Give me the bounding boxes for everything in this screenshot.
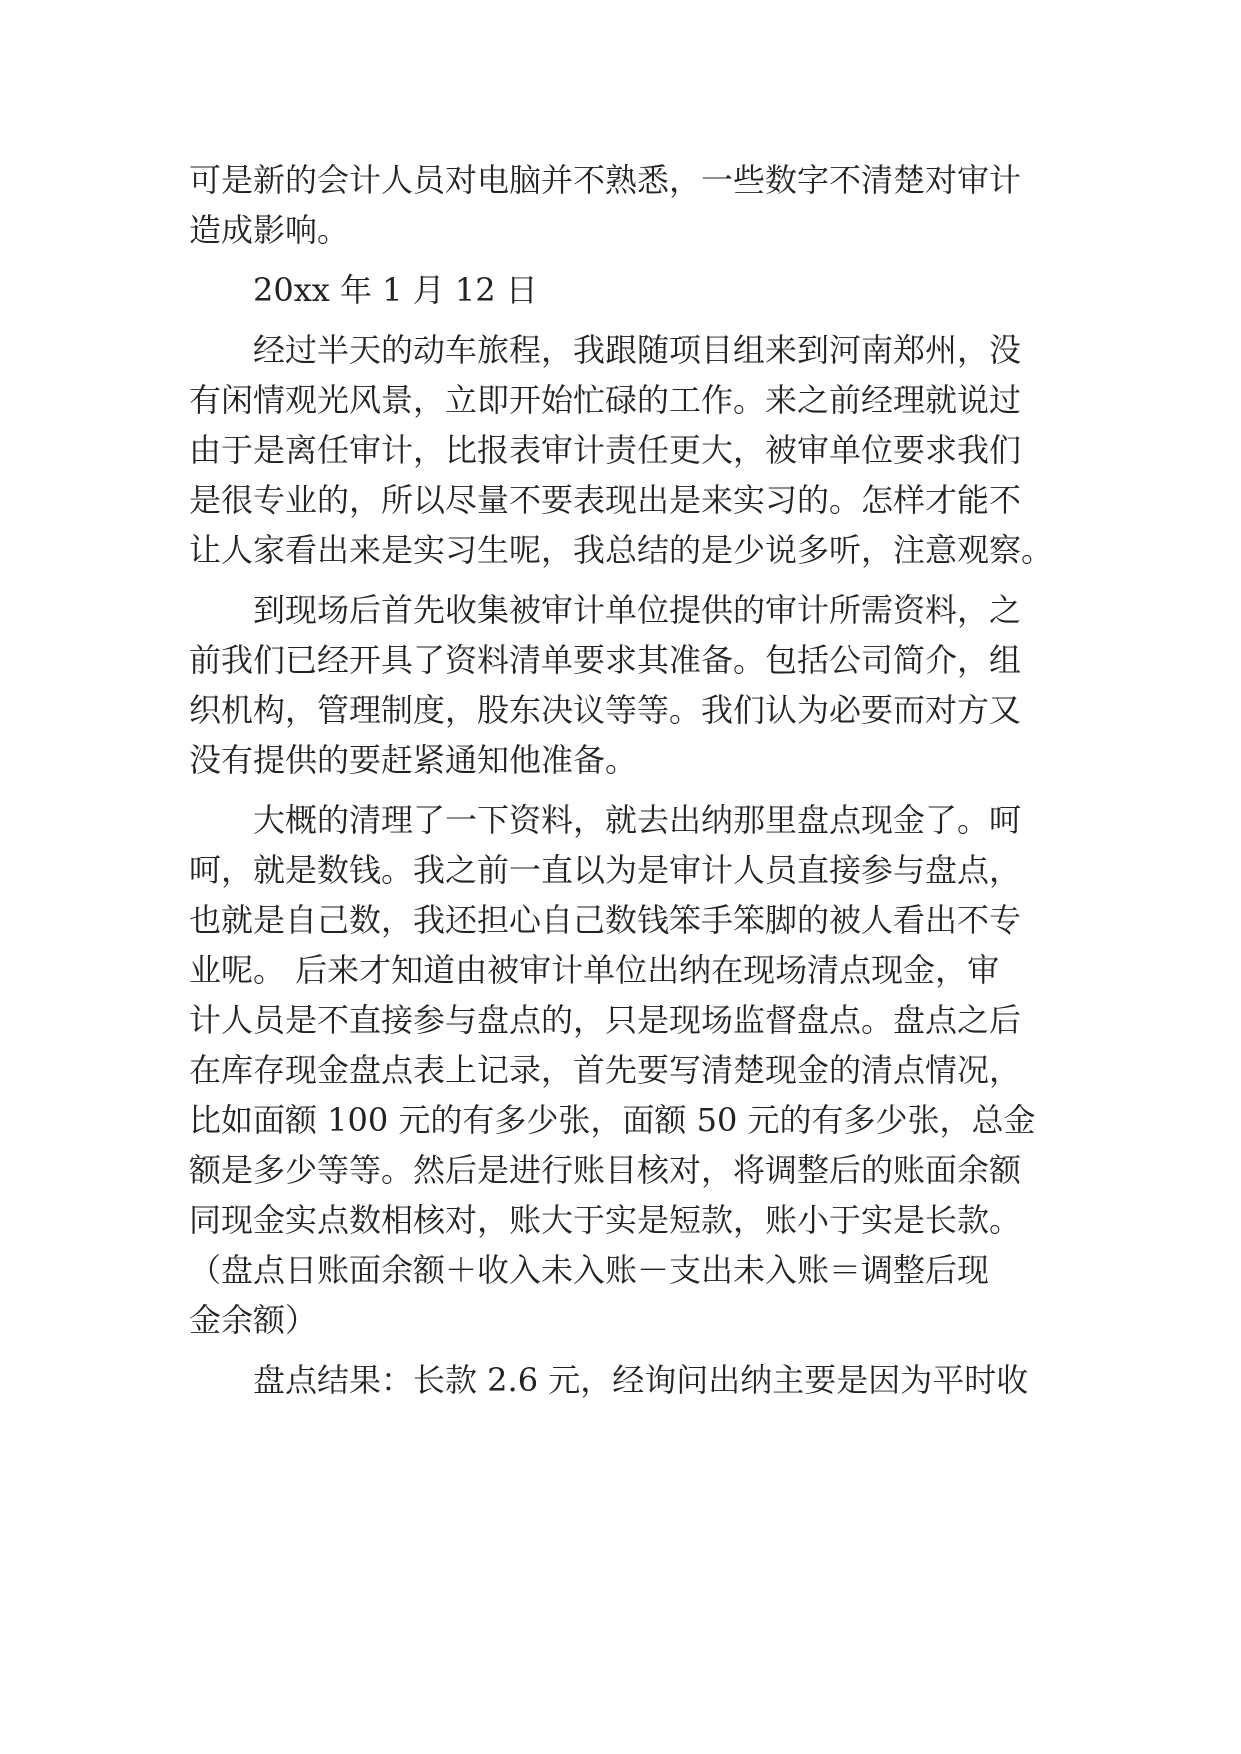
text-line: 有闲情观光风景，立即开始忙碌的工作。来之前经理就说过 xyxy=(189,381,1022,419)
text-line: 20xx 年 1 月 12 日 xyxy=(253,271,538,309)
text-line: 没有提供的要赶紧通知他准备。 xyxy=(189,741,638,779)
text-line: 大概的清理了一下资料，就去出纳那里盘点现金了。呵 xyxy=(253,801,1022,839)
text-line: 同现金实点数相核对，账大于实是短款，账小于实是长款。 xyxy=(189,1201,1022,1239)
text-line: 织机构，管理制度，股东决议等等。我们认为必要而对方又 xyxy=(189,691,1022,729)
text-line: 是很专业的，所以尽量不要表现出是来实习的。怎样才能不 xyxy=(189,481,1022,519)
text-line: 也就是自己数，我还担心自己数钱笨手笨脚的被人看出不专 xyxy=(189,901,1022,939)
text-line: 到现场后首先收集被审计单位提供的审计所需资料，之 xyxy=(253,591,1022,629)
text-line: 额是多少等等。然后是进行账目核对，将调整后的账面余额 xyxy=(189,1151,1022,1189)
text-line: 可是新的会计人员对电脑并不熟悉，一些数字不清楚对审计 xyxy=(189,161,1022,199)
text-line: 业呢。 后来才知道由被审计单位出纳在现场清点现金，审 xyxy=(189,951,1000,989)
text-line: 经过半天的动车旅程，我跟随项目组来到河南郑州，没 xyxy=(253,331,1022,369)
text-line: 前我们已经开具了资料清单要求其准备。包括公司简介，组 xyxy=(189,641,1022,679)
text-line: 计人员是不直接参与盘点的，只是现场监督盘点。盘点之后 xyxy=(189,1001,1022,1039)
text-line: （盘点日账面余额＋收入未入账－支出未入账＝调整后现 xyxy=(189,1251,990,1289)
text-line: 在库存现金盘点表上记录，首先要写清楚现金的清点情况， xyxy=(189,1051,1022,1089)
text-line: 盘点结果：长款 2.6 元，经询问出纳主要是因为平时收 xyxy=(253,1361,1029,1399)
text-line: 让人家看出来是实习生呢，我总结的是少说多听，注意观察。 xyxy=(189,531,1054,569)
text-line: 由于是离任审计，比报表审计责任更大，被审单位要求我们 xyxy=(189,431,1022,469)
text-line: 造成影响。 xyxy=(189,211,350,249)
document-body xyxy=(189,155,1054,1405)
text-line: 金余额） xyxy=(189,1301,318,1339)
text-line: 呵，就是数钱。我之前一直以为是审计人员直接参与盘点， xyxy=(189,851,1022,889)
text-line: 比如面额 100 元的有多少张，面额 50 元的有多少张，总金 xyxy=(189,1101,1036,1139)
